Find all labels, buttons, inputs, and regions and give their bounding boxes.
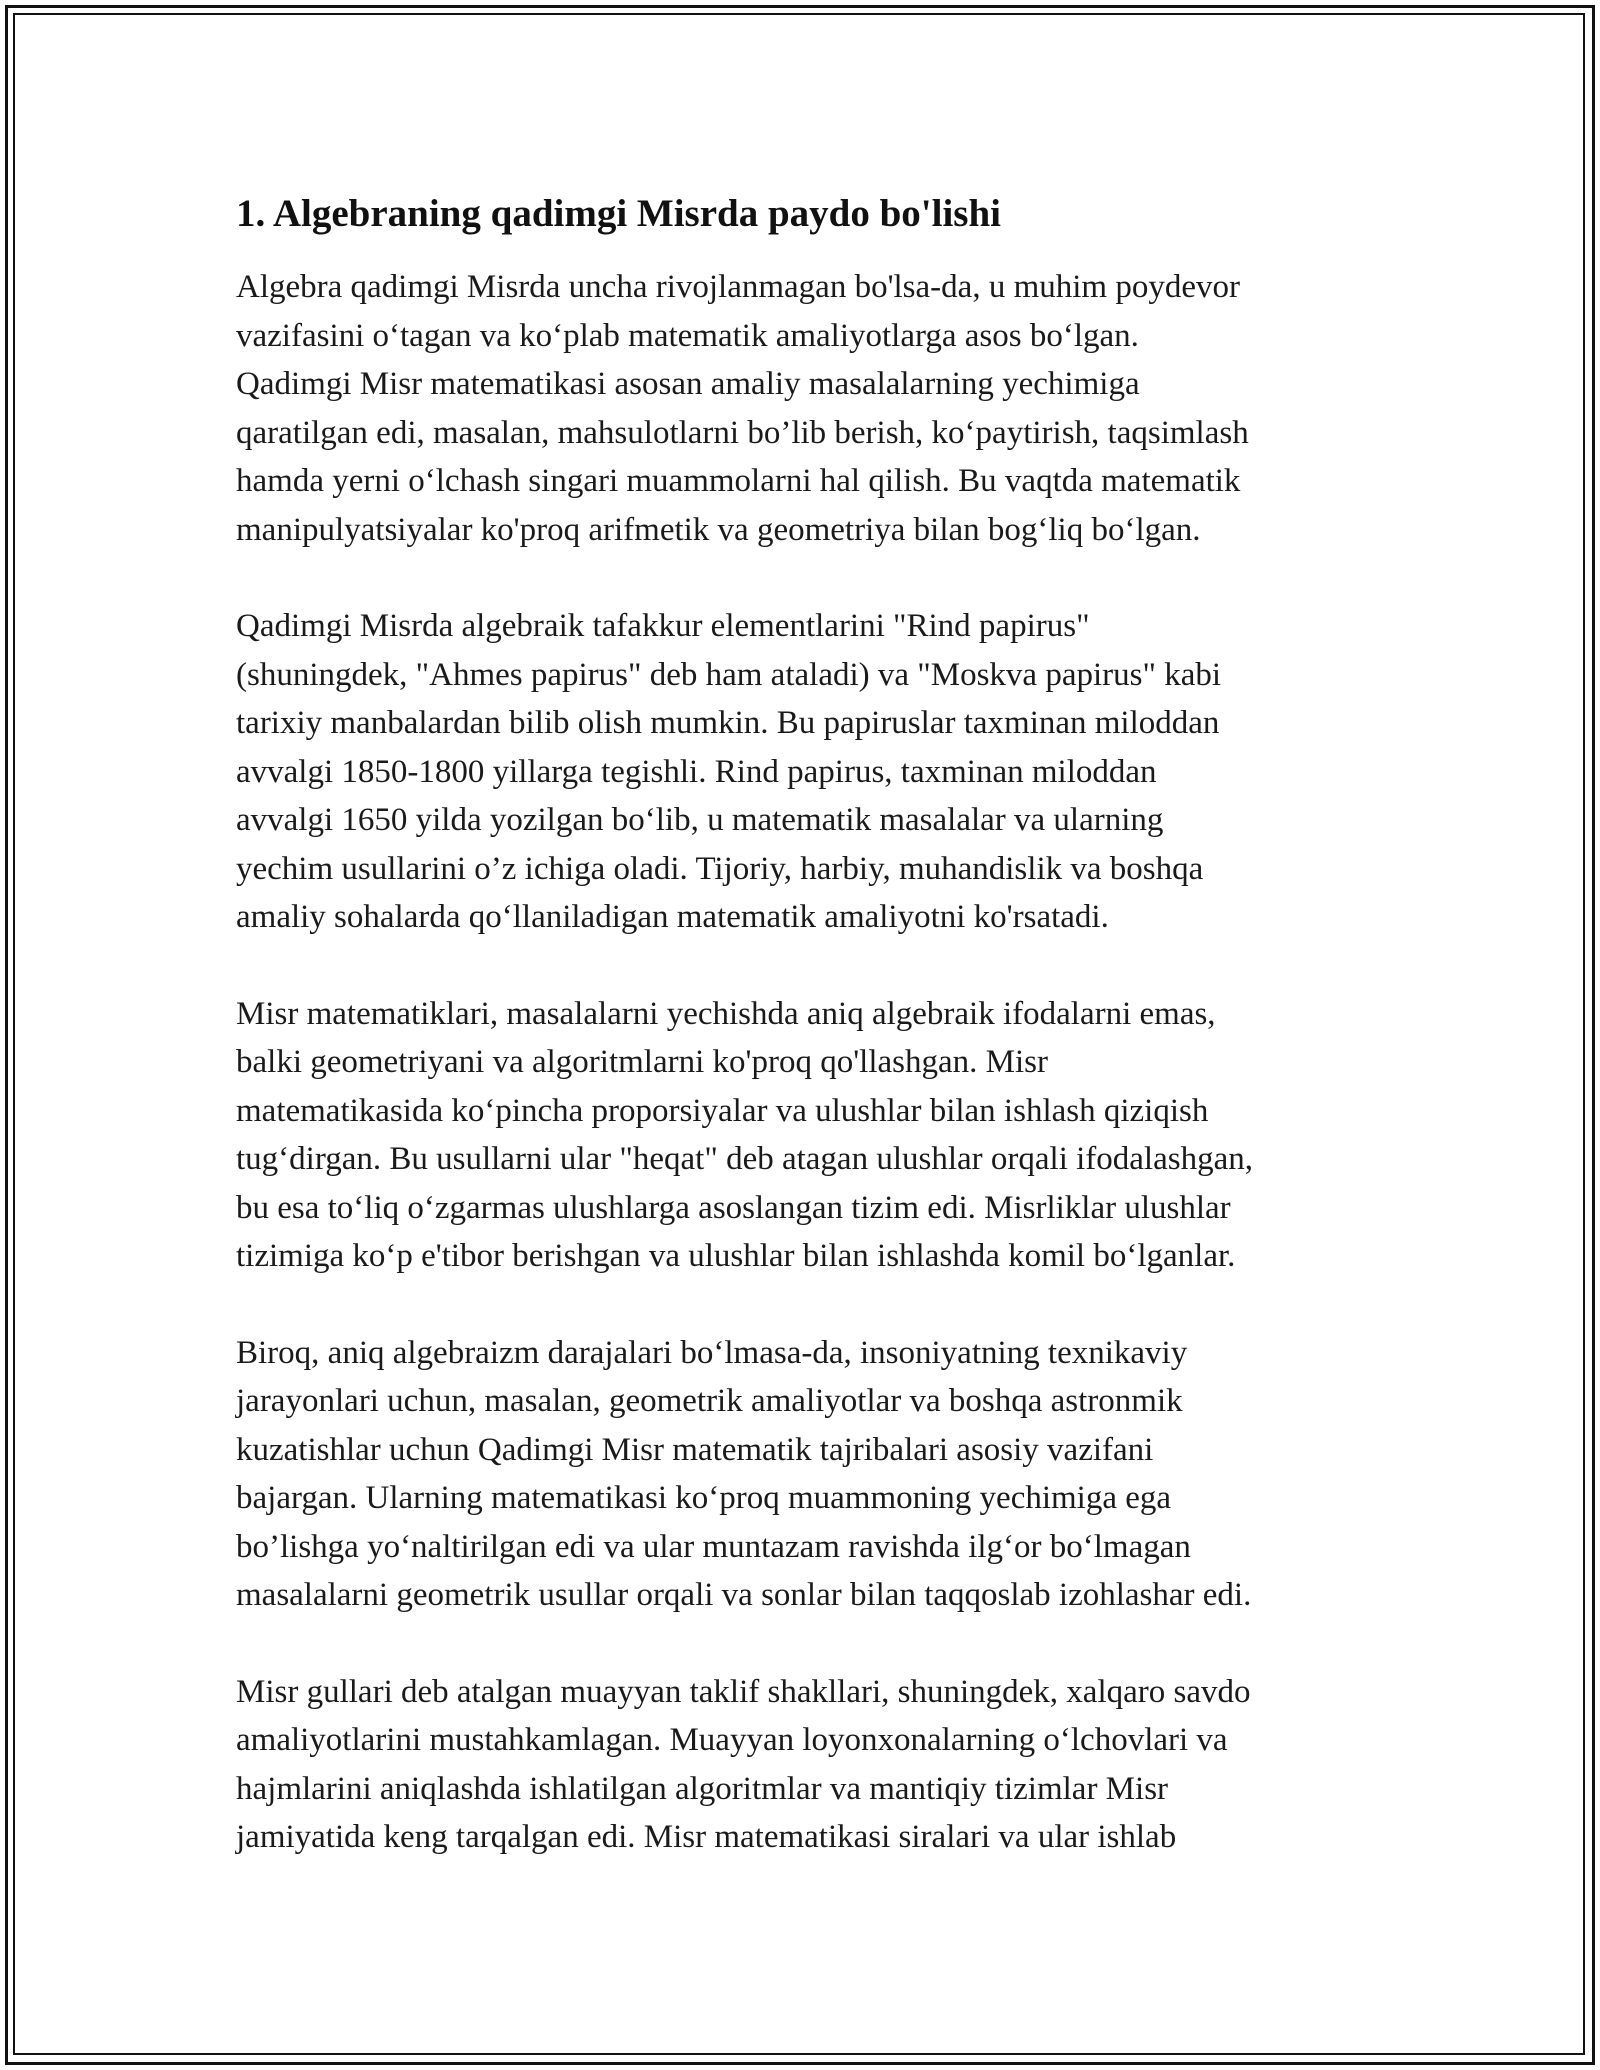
- section-heading: 1. Algebraning qadimgi Misrda paydo bo'lishi: [236, 192, 1002, 235]
- document-body: [236, 190, 1381, 1910]
- paragraph-4: Biroq, aniq algebraizm darajalari bo‘lmasa-da, insoniyatning texnikaviy jarayonlari uchun, masalan, geometrik amaliyotlar va boshqa astronmik kuzatishlar uchun Qadimgi Misr matematik tajribalari asosiy vazifani bajargan. Ularning matematikasi ko‘proq muammoning yechimiga ega bo’lishga yo‘naltirilgan edi va ular muntazam ravishda ilg‘or bo‘lmagan masalalarni geometrik usullar orqali va sonlar bilan taqqoslab izohlashar edi.: [236, 1334, 1252, 1613]
- paragraph-5: Misr gullari deb atalgan muayyan taklif shakllari, shuningdek, xalqaro savdo amaliyotlarini mustahkamlagan. Muayyan loyonxonalarning o‘lchovlari va hajmlarini aniqlashda ishlatilgan algoritmlar va mantiqiy tizimlar Misr jamiyatida keng tarqalgan edi. Misr matematikasi siralari va ular ishlab: [236, 1673, 1251, 1855]
- paragraph-3: Misr matematiklari, masalalarni yechishda aniq algebraik ifodalarni emas, balki geometriyani va algoritmlarni ko'proq qo'llashgan. Misr matematikasida ko‘pincha proporsiyalar va ulushlar bilan ishlash qiziqish tug‘dirgan. Bu usullarni ular "heqat" deb atagan ulushlar orqali ifodalashgan, bu esa to‘liq o‘zgarmas ulushlarga asoslangan tizim edi. Misrliklar ulushlar tizimiga ko‘p e'tibor berishgan va ulushlar bilan ishlashda komil bo‘lganlar.: [236, 995, 1253, 1274]
- paragraph-1: Algebra qadimgi Misrda uncha rivojlanmagan bo'lsa-da, u muhim poydevor vazifasini o‘tagan va ko‘plab matematik amaliyotlarga asos bo‘lgan. Qadimgi Misr matematikasi asosan amaliy masalalarning yechimiga qaratilgan edi, masalan, mahsulotlarni bo’lib berish, ko‘paytirish, taqsimlash hamda yerni o‘lchash singari muammolarni hal qilish. Bu vaqtda matematik manipulyatsiyalar ko'proq arifmetik va geometriya bilan bog‘liq bo‘lgan.: [236, 269, 1249, 548]
- paragraph-2: Qadimgi Misrda algebraik tafakkur elementlarini "Rind papirus" (shuningdek, "Ahmes papirus" deb ham ataladi) va "Moskva papirus" kabi tarixiy manbalardan bilib olish mumkin. Bu papiruslar taxminan miloddan avvalgi 1850-1800 yillarga tegishli. Rind papirus, taxminan miloddan avvalgi 1650 yilda yozilgan bo‘lib, u matematik masalalar va ularning yechim usullarini o’z ichiga oladi. Tijoriy, harbiy, muhandislik va boshqa amaliy sohalarda qo‘llaniladigan matematik amaliyotni ko'rsatadi.: [236, 608, 1222, 935]
